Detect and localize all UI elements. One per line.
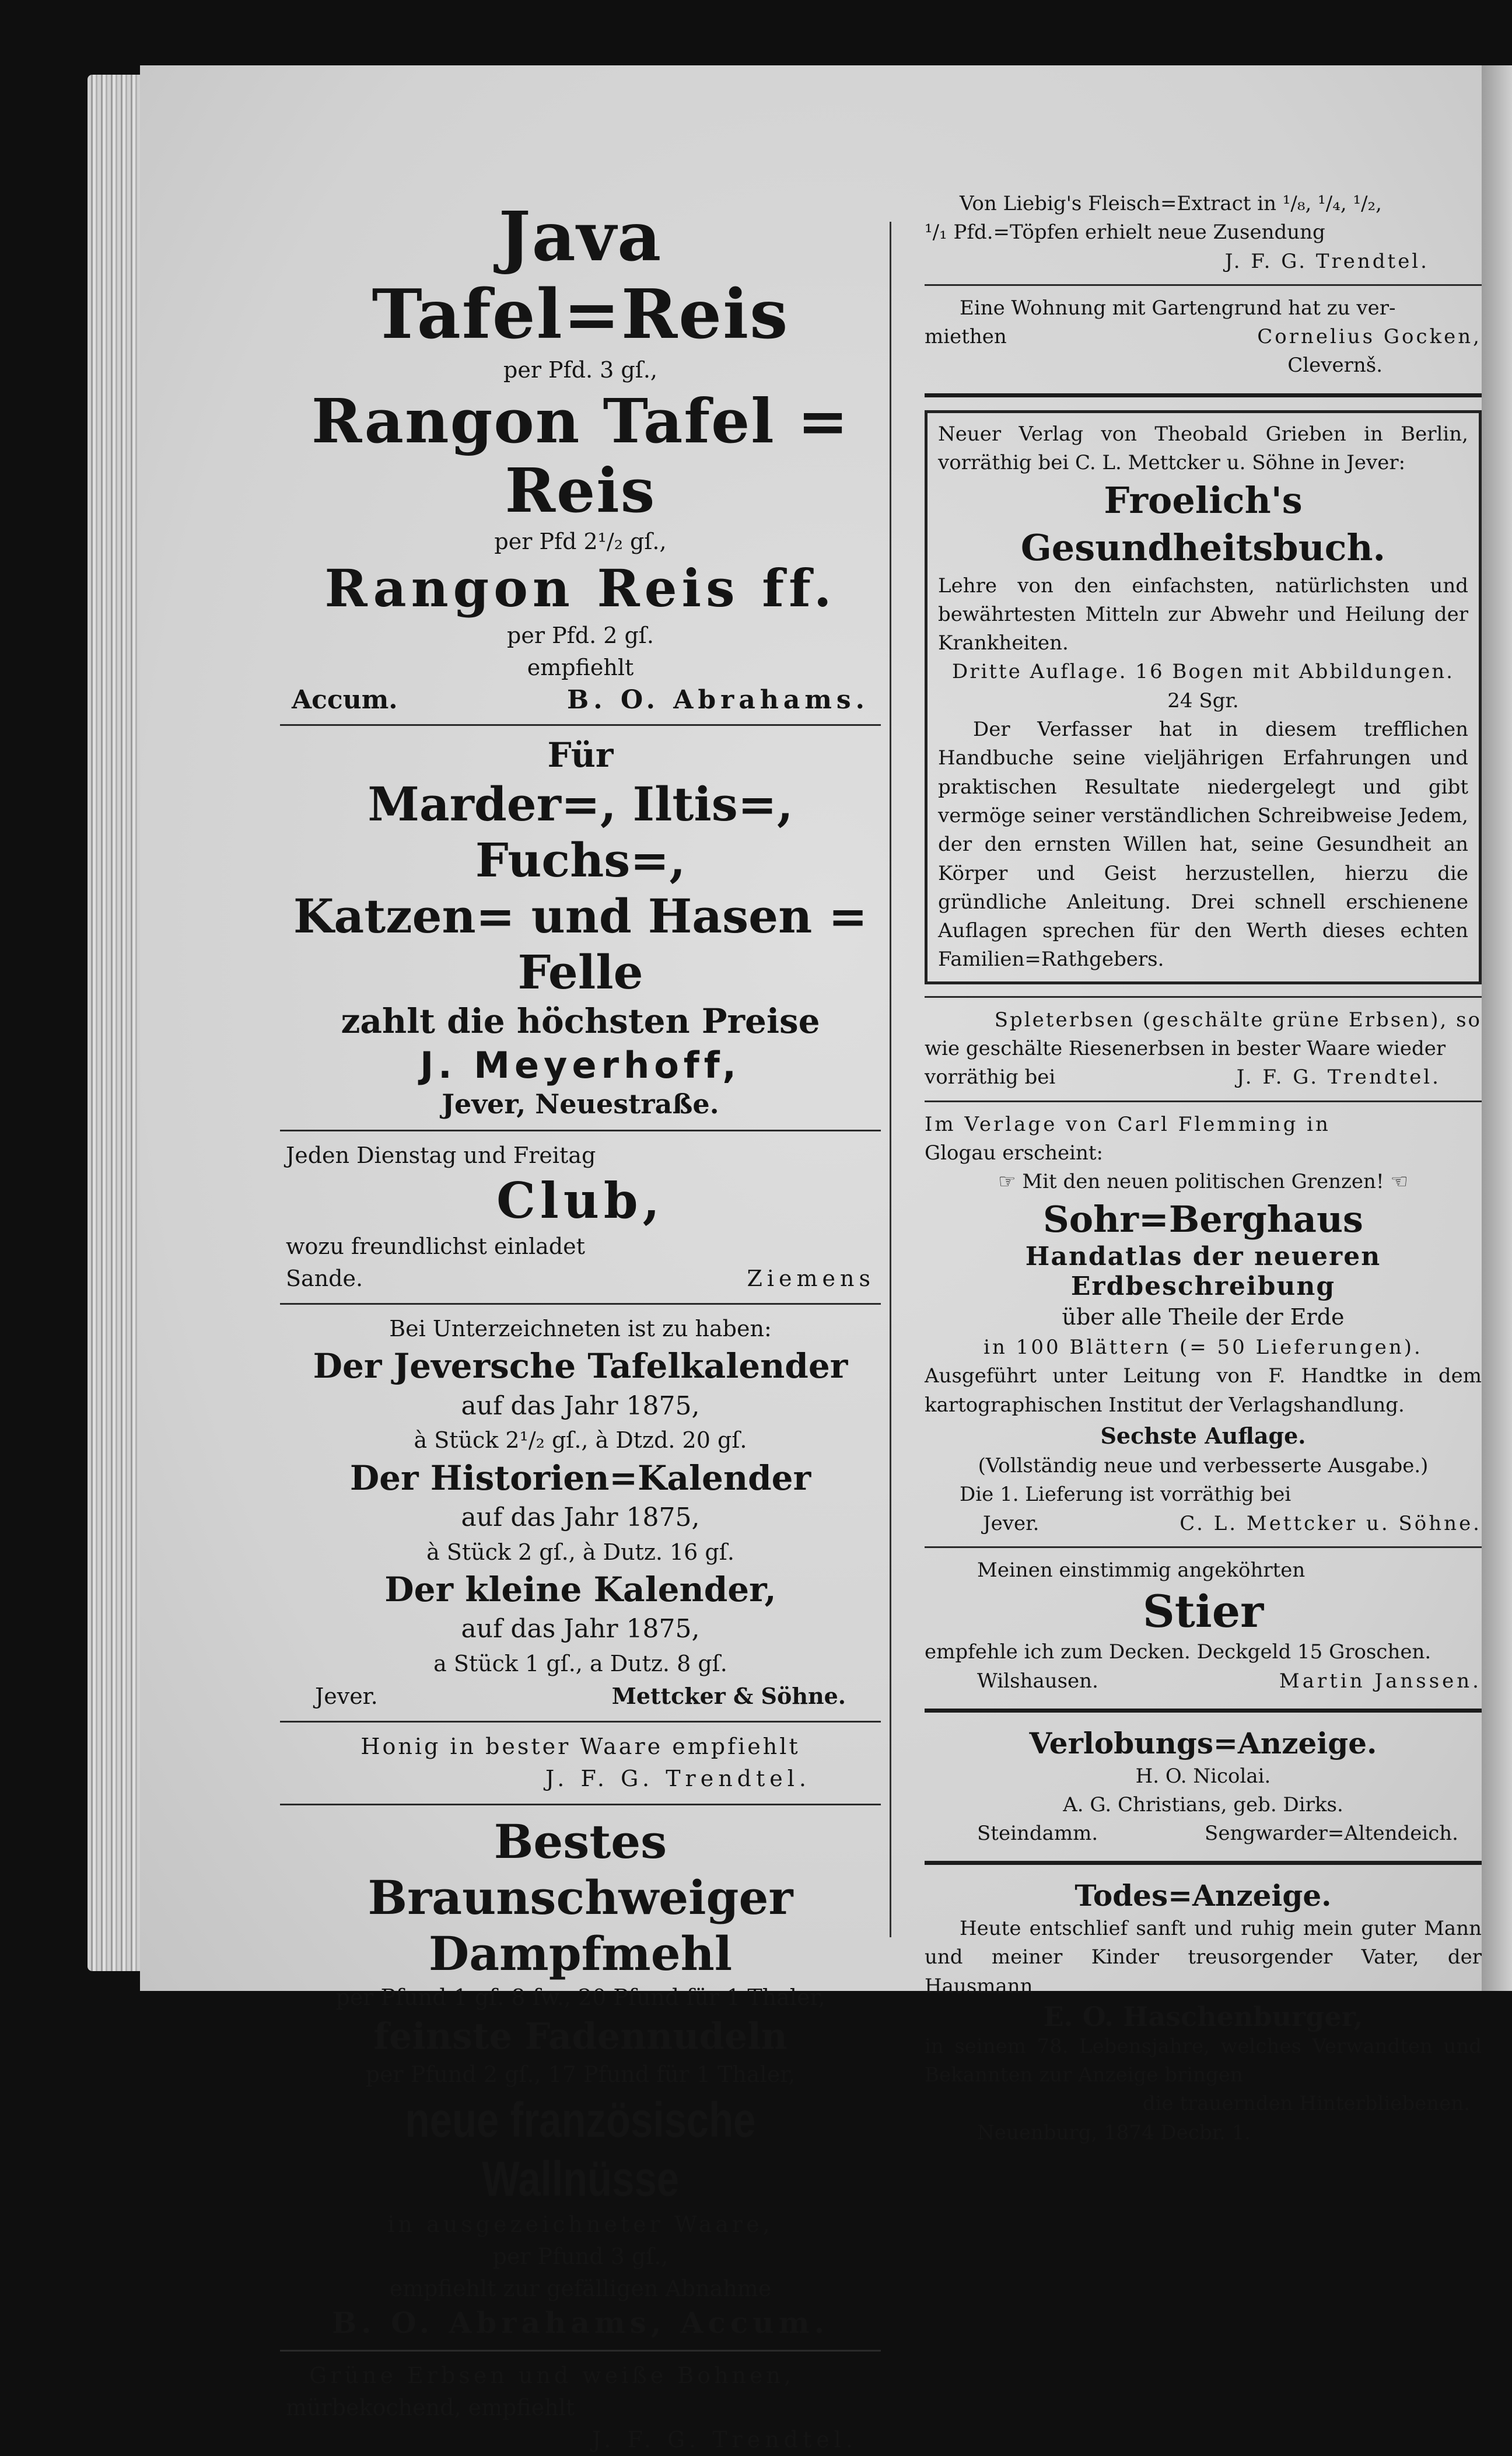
book-edition: Dritte Auflage. 16 Bogen mit Abbildungen. — [951, 660, 1454, 684]
rice-recommend: empfiehlt — [527, 654, 634, 680]
club-invite: wozu freundlichst einladet — [286, 1233, 585, 1259]
honey-advert — [280, 1731, 881, 1795]
liebig-line2: ¹/₁ Pfd.=Töpfen erhielt neue Zusendung — [925, 221, 1325, 244]
splitpeas-advert — [925, 1006, 1482, 1092]
divider — [280, 724, 881, 726]
calendar-price-2: à Stück 2 gſ., à Dutz. 16 gſ. — [426, 1539, 734, 1565]
engagement-title: Verlobungs=Anzeige. — [1029, 1726, 1377, 1761]
death-notice — [925, 1878, 1482, 2147]
death-name: E. O. Haschenburger, — [1043, 2000, 1363, 2032]
engagement-notice — [925, 1725, 1482, 1848]
liebig-seller: J. F. G. Trendtel. — [1224, 249, 1429, 273]
rangon-rice-price: per Pfd. 2 gſ. — [507, 622, 654, 648]
club-advert — [280, 1140, 881, 1295]
club-place: Sande. — [286, 1265, 363, 1291]
rangon-table-rice-heading: Rangon Tafel = Reis — [311, 385, 850, 527]
flour-price2: per Pfund 2 gſ., 17 Pfund für 1 Thaler, — [365, 2062, 796, 2088]
honey-seller: J. F. G. Trendtel. — [545, 1766, 811, 1792]
pointing-hand-right-icon: ☞ — [998, 1170, 1016, 1194]
divider — [925, 393, 1482, 397]
rice-place: Accum. — [292, 684, 398, 715]
flour-line2: Dampfmehl — [428, 1926, 733, 1981]
flat-place: Clevernš. — [1287, 354, 1382, 378]
atlas-exec: Ausgeführt unter Leitung von F. Handtke in dem kartographischen Institut der Verlagshandlung. — [925, 1364, 1482, 1417]
rangon-table-rice-price: per Pfd 2¹/₂ gſ., — [494, 529, 667, 555]
calendar-title-2: Der Historien=Kalender — [349, 1458, 811, 1498]
atlas-edition: Sechste Auflage. — [1100, 1422, 1306, 1449]
bull-title: Stier — [1142, 1585, 1264, 1638]
atlas-sub2: über alle Theile der Erde — [1062, 1304, 1345, 1330]
calendar-year-3: auf das Jahr 1875, — [461, 1614, 700, 1644]
column-divider — [890, 222, 891, 1937]
engagement-place2: Sengwarder=Altendeich. — [1205, 1822, 1458, 1846]
rice-seller: B. O. Abrahams. — [567, 684, 869, 715]
splitpeas-line1: Spleterbsen (geschälte grüne Erbsen), so — [994, 1008, 1482, 1032]
honey-text: Honig in bester Waare empfiehlt — [360, 1734, 800, 1760]
flour-price3: per Pfund 3 gſ., — [492, 2243, 668, 2269]
flat-line2: miethen — [925, 325, 1007, 349]
splitpeas-line2: wie geschälte Riesenerbsen in bester Waare wieder — [925, 1037, 1446, 1061]
death-mourners: die trauernden Hinterbliebenen. — [1142, 2092, 1470, 2116]
death-title: Todes=Anzeige. — [1074, 1878, 1332, 1913]
liebig-advert — [925, 190, 1482, 276]
fur-line1: Marder=, Iltis=, Fuchs=, — [368, 777, 793, 888]
atlas-motto: Mit den neuen politischen Grenzen! — [1022, 1170, 1384, 1194]
divider — [925, 1546, 1482, 1548]
fur-line3: zahlt die höchsten Preise — [341, 1001, 820, 1042]
bull-line1: Meinen einstimmig angeköhrten — [977, 1558, 1306, 1582]
divider — [925, 1101, 1482, 1102]
bull-advert — [925, 1556, 1482, 1696]
calendar-price-1: à Stück 2¹/₂ gſ., à Dtzd. 20 gſ. — [414, 1427, 747, 1454]
book-intro: Neuer Verlag von Theobald Grieben in Berlin, vorräthig bei C. L. Mettcker u. Söhne in Jever: — [938, 422, 1468, 475]
divider — [280, 1804, 881, 1805]
book-subtitle: Lehre von den einfachsten, natürlichsten und bewährtesten Mitteln zur Abwehr und Heilung der Krankheiten. — [938, 574, 1468, 655]
club-host: Ziemens — [747, 1265, 875, 1291]
rangon-rice-heading: Rangon Reis ff. — [324, 558, 836, 619]
death-text: Heute entschlief sanft und ruhig mein guter Mann und meiner Kinder treusorgender Vater, der Hausmann — [925, 1916, 1482, 1998]
calendar-title-3: Der kleine Kalender, — [384, 1569, 776, 1609]
divider — [280, 1130, 881, 1131]
flour-seller: B. O. Abrahams, Accum. — [332, 2305, 829, 2340]
book-price: 24 Sgr. — [1167, 689, 1239, 712]
flour-line3: feinste Fadennudeln — [373, 2014, 788, 2057]
fur-address: Jever, Neuestraße. — [442, 1088, 719, 1120]
liebig-line1: Von Liebig's Fleisch=Extract in ¹/₈, ¹/₄, ¹/₂, — [960, 192, 1382, 215]
engagement-name1: H. O. Nicolai. — [1135, 1764, 1271, 1788]
java-rice-price: per Pfd. 3 gſ., — [503, 357, 657, 383]
engagement-place1: Steindamm. — [977, 1822, 1098, 1846]
book-title: Froelich's Gesundheitsbuch. — [1020, 479, 1386, 569]
flat-line1: Eine Wohnung mit Gartengrund hat zu ver- — [960, 296, 1396, 320]
book-body: Der Verfasser hat in diesem trefflichen Handbuche seine vieljährigen Erfahrungen und praktischen Resultate niedergelegt und gibt vermöge seiner verständlichen Schreibweise Jedem, der den ernsten Willen hat, seine Gesundheit an Körper und Geist herzustellen, hierzu die gründliche Anleitung. Drei schnell erschienene Auflagen sprechen für den Werth dieses echten Familien=Rathgebers. — [938, 718, 1468, 972]
next-page-edge — [1482, 65, 1512, 1991]
flour-quality: in ausgezeichneter Waare, — [387, 2211, 774, 2237]
engagement-name2: A. G. Christians, geb. Dirks. — [1063, 1793, 1343, 1816]
java-rice-heading: Java Tafel=Reis — [372, 197, 789, 355]
splitpeas-line3: vorräthig bei — [925, 1065, 1056, 1089]
divider — [925, 284, 1482, 286]
left-column — [280, 123, 881, 2456]
peas-advert — [280, 2360, 881, 2456]
death-text2: in seinem 78. Lebensjahre, welches Verwandten und Bekannten zur Anzeige bringen — [925, 2034, 1482, 2087]
pointing-hand-left-icon: ☜ — [1390, 1170, 1408, 1194]
fur-advert — [280, 734, 881, 1122]
calendar-price-3: a Stück 1 gſ., a Dutz. 8 gſ. — [433, 1651, 727, 1677]
divider — [925, 1861, 1482, 1865]
atlas-advert — [925, 1110, 1482, 1538]
calendar-year-2: auf das Jahr 1875, — [461, 1503, 700, 1532]
calendar-year-1: auf das Jahr 1875, — [461, 1391, 700, 1421]
death-dateline: Neuenburg, 1874 Decbr. 1. — [977, 2120, 1251, 2144]
atlas-subtitle: Handatlas der neueren Erdbeschreibung — [1025, 1242, 1381, 1301]
divider — [280, 1721, 881, 1723]
divider — [925, 1709, 1482, 1713]
flat-name: Cornelius Gocken, — [1257, 325, 1482, 349]
club-intro: Jeden Dienstag und Freitag — [286, 1142, 596, 1168]
flour-line1: Bestes Braunschweiger — [368, 1814, 793, 1925]
splitpeas-seller: J. F. G. Trendtel. — [1236, 1065, 1441, 1089]
book-advert — [925, 410, 1482, 984]
atlas-seller: C. L. Mettcker u. Söhne. — [1180, 1511, 1482, 1535]
club-title: Club, — [496, 1172, 664, 1230]
bull-name: Martin Janssen. — [1279, 1669, 1482, 1693]
atlas-sheets: in 100 Blättern (= 50 Lieferungen). — [984, 1336, 1423, 1360]
bull-offer: empfehle ich zum Decken. Deckgeld 15 Groschen. — [925, 1640, 1432, 1664]
atlas-note: (Vollständig neue und verbesserte Ausgabe.) — [978, 1454, 1429, 1478]
fur-fuer: Für — [547, 735, 614, 775]
flour-line4: neue französische Wallnüsse — [405, 2092, 756, 2207]
flour-recommend: empfiehlt zur gefälligen Abnahme — [389, 2276, 772, 2302]
peas-line2: mürbekochend, empfiehlt — [286, 2394, 575, 2420]
peas-line1: Grüne Erbsen und weiße Bohnen, — [309, 2362, 795, 2388]
flour-advert — [280, 1814, 881, 2342]
right-column — [925, 190, 1482, 2147]
peas-seller: J. F. G. Trendtel. — [592, 2426, 858, 2452]
atlas-line1: Im Verlage von Carl Flemming in — [925, 1112, 1331, 1136]
rice-advert — [280, 198, 881, 716]
divider — [925, 996, 1482, 998]
flour-price1: per Pfund 1 gſ. 8 ſw., 20 Pfund für 1 Thaler, — [335, 1984, 825, 2010]
fur-buyer-name: J. Meyerhoff, — [420, 1043, 741, 1086]
flat-advert — [925, 294, 1482, 380]
calendar-title-1: Der Jeversche Tafelkalender — [313, 1346, 848, 1386]
calendar-advert — [280, 1313, 881, 1713]
calendar-seller: Mettcker & Söhne. — [611, 1683, 846, 1710]
bull-place: Wilshausen. — [977, 1669, 1098, 1693]
calendar-place: Jever. — [315, 1683, 378, 1710]
atlas-line2: Glogau erscheint: — [925, 1141, 1104, 1165]
divider — [280, 1303, 881, 1305]
calendar-intro: Bei Unterzeichneten ist zu haben: — [389, 1316, 772, 1342]
atlas-first: Die 1. Lieferung ist vorräthig bei — [960, 1483, 1292, 1507]
atlas-title: Sohr=Berghaus — [1043, 1197, 1363, 1241]
fur-line2: Katzen= und Hasen = Felle — [293, 889, 868, 1000]
divider — [280, 2350, 881, 2352]
atlas-place: Jever. — [983, 1511, 1040, 1535]
